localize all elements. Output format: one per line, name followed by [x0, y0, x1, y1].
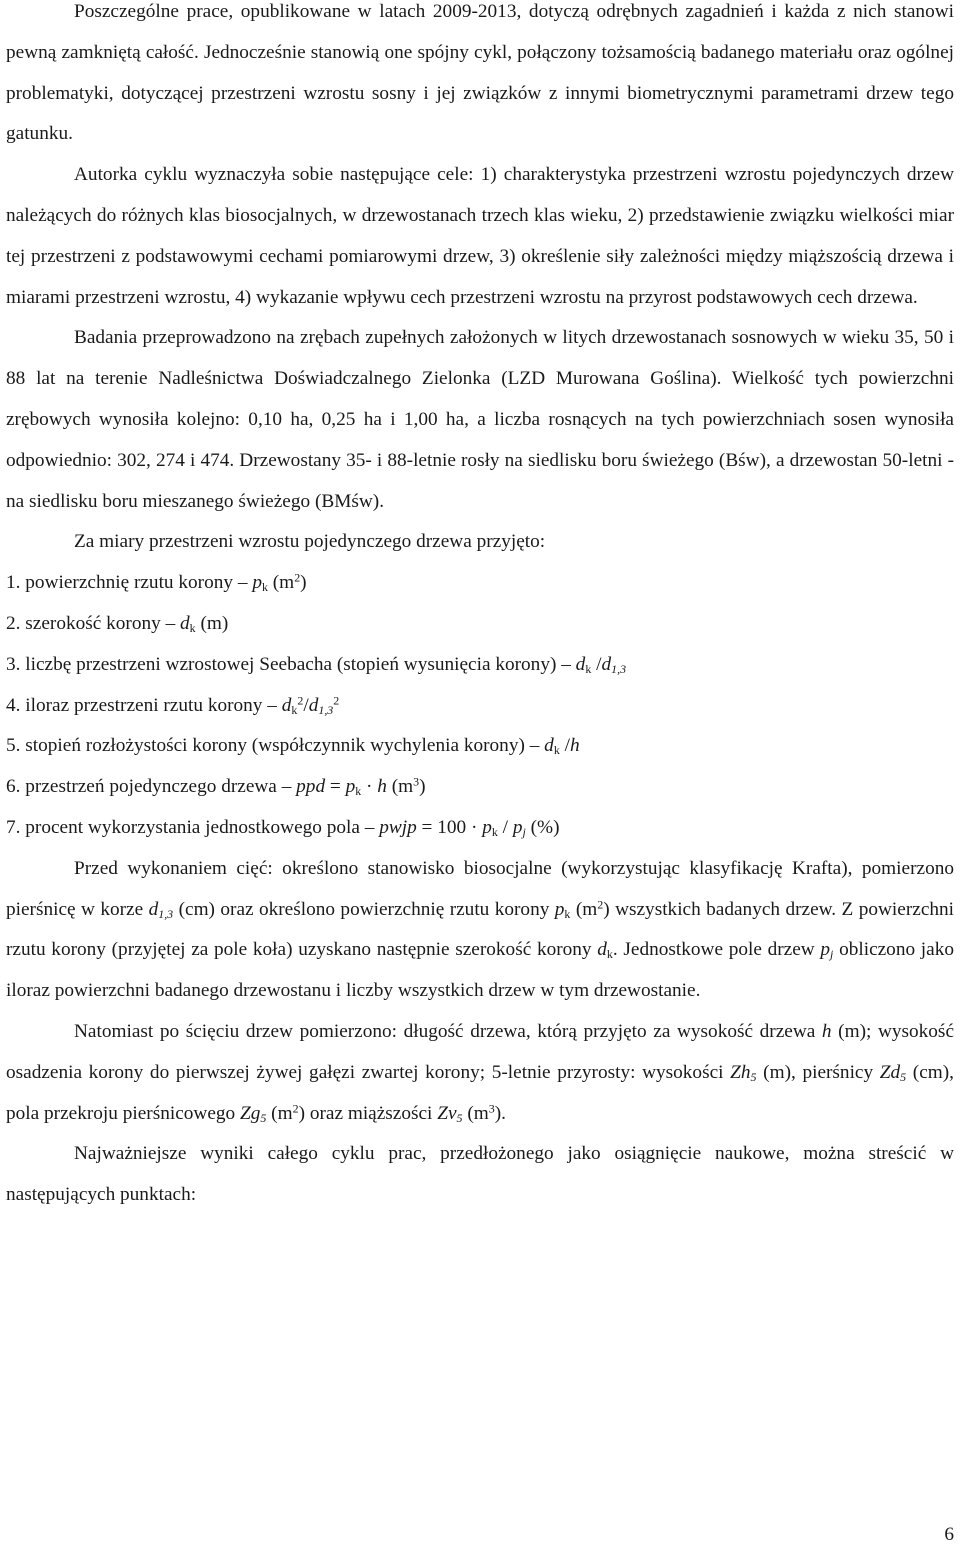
paragraph-research-site: Badania przeprowadzono na zrębach zupełnych założonych w litych drzewostanach sosnowych w wieku 35, 50 i 88 lat na terenie Nadleśnictwa Doświadczalnego Zielonka (LZD Murowana Goślina). Wielkość tych powierzchni zrębowych wynosiła kolejno: 0,10 ha, 0,25 ha i 1,00 ha, a liczba rosnących na tych powierzchniach sosen wynosiła odpowiednio: 302, 274 i 474. Drzewostany 35- i 88-letnie rosły na siedlisku boru świeżego (Bśw), a drzewostan 50-letni - na siedlisku boru mieszanego świeżego (BMśw). [6, 327, 954, 512]
list-item-7: 7. procent wykorzystania jednostkowego pola – pwjp = $100 \cdot p_k / p_j$ (%) [6, 816, 560, 839]
paragraph-before-felling: Przed wykonaniem cięć: określono stanowisko biosocjalne (wykorzystując klasyfikację Krafta), pomierzono pierśnicę w korze $d_{1,3}$ (cm) oraz określono powierzchnię rzutu korony $p_k$ $(m^2)$ wszystkich badanych drzew. Z powierzchni rzutu korony (przyjętej za pole koła) uzyskano następnie szerokość korony $d_k$. Jednostkowe pole drzew $p_j$ obliczono jako iloraz powierzchni badanego drzewostanu i liczby wszystkich drzew w tym drzewostanie. [6, 857, 955, 1002]
list-item-5: 5. stopień rozłożystości korony (współczynnik wychylenia korony) – $d_k$ /h [6, 735, 580, 758]
measures-list [6, 563, 954, 849]
list-item-6: 6. przestrzeń pojedynczego drzewa – ppd = $p_k \cdot h$ $(m^3)$ [6, 774, 426, 799]
list-item-1: 1. powierzchnię rzutu korony – $p_k$ $(m^2)$ [6, 570, 307, 595]
page-number: 6 [944, 1524, 954, 1545]
text-block-top [6, 0, 954, 1216]
paragraph-results-intro: Najważniejsze wyniki całego cyklu prac, przedłożonego jako osiągnięcie naukowe, można streścić w następujących punktach: [6, 1143, 954, 1206]
list-item-4: 4. iloraz przestrzeni rzutu korony – $d_k^2/d_{1,3}^2$ [6, 692, 340, 717]
paragraph-after-felling: Natomiast po ścięciu drzew pomierzono: długość drzewa, którą przyjęto za wysokość drzewa h (m); wysokość osadzenia korony do pierwszej żywej gałęzi zwartej korony; 5-letnie przyrosty: wysokości $Zh_5$ (m), pierśnicy $Zd_5$ (cm), pola przekroju pierśnicowego $Zg_5$ $(m^2)$ oraz miąższości $Zv_5$ $(m^3)$. [6, 1020, 955, 1125]
list-item-3: 3. liczbę przestrzeni wzrostowej Seebacha (stopień wysunięcia korony) – $d_k$ $/d_{1,3}$ [6, 653, 627, 676]
list-item-2: 2. szerokość korony – $d_k$ (m) [6, 612, 229, 635]
paragraph-cycle-description: Poszczególne prace, opublikowane w latach 2009-2013, dotyczą odrębnych zagadnień i każda z nich stanowi pewną zamkniętą całość. Jednocześnie stanowią one spójny cykl, połączony tożsamością badanego materiału oraz ogólnej problematyki, dotyczącej przestrzeni wzrostu sosny i jej związków z innymi biometrycznymi parametrami drzew tego gatunku. [6, 1, 954, 145]
paragraph-goals: Autorka cyklu wyznaczyła sobie następujące cele: 1) charakterystyka przestrzeni wzrostu pojedynczych drzew należących do różnych klas biosocjalnych, w drzewostanach trzech klas wieku, 2) przedstawienie związku wielkości miar tej przestrzeni z podstawowymi cechami pomiarowymi drzew, 3) określenie siły zależności między miąższością drzewa i miarami przestrzeni wzrostu, 4) wykazanie wpływu cech przestrzeni wzrostu na przyrost podstawowych cech drzewa. [6, 164, 954, 308]
list-intro: Za miary przestrzeni wzrostu pojedynczego drzewa przyjęto: [74, 531, 546, 553]
